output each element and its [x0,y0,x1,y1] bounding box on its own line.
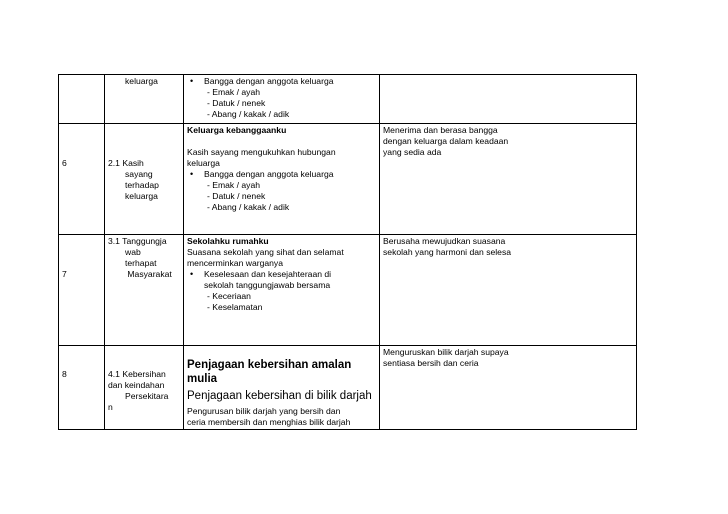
table-row [59,75,637,124]
week-cell [59,235,105,346]
topic-line: keluarga [125,191,158,201]
topic-cell [105,235,184,346]
content-sub: - Abang / kakak / adik [207,202,290,212]
topic-line: sayang [125,169,153,179]
content-sub: - Abang / kakak / adik [207,109,290,119]
outcome-line: sentiasa bersih dan ceria [383,358,479,368]
outcome-cell [380,124,637,235]
topic-line: n [108,402,113,412]
content-sub: - Keceriaan [207,291,251,301]
content-sub: - Emak / ayah [207,180,261,190]
table-row [59,235,637,346]
table-row [59,346,637,430]
topic-line: terhadap [125,180,159,190]
content-subtitle: Penjagaan kebersihan di bilik darjah [187,390,372,402]
content-bullet: • Keselesaan dan kesejahteraan di [187,269,376,280]
content-sub: - Keselamatan [207,302,263,312]
week-cell [59,124,105,235]
outcome-line: Menerima dan berasa bangga [383,125,498,135]
content-text: mencerminkan warganya [187,258,284,268]
table-row [59,124,637,235]
outcome-line: Menguruskan bilik darjah supaya [383,347,509,357]
outcome-line: yang sedia ada [383,147,442,157]
lesson-plan-table [58,74,637,430]
topic-cell [105,75,184,124]
topic-line: Persekitara [125,391,169,401]
outcome-line: sekolah yang harmoni dan selesa [383,247,512,257]
outcome-cell [380,235,637,346]
content-title: Penjagaan kebersihan amalan [187,359,352,371]
content-title: Sekolahku rumahku [187,236,269,246]
week-number: 6 [62,158,67,168]
content-bullet-cont: sekolah tanggungjawab bersama [204,280,331,290]
topic-line: keluarga [125,76,158,86]
topic-line: Masyarakat [125,269,172,279]
topic-line: 2.1 Kasih [108,158,144,168]
content-sub: - Datuk / nenek [207,98,266,108]
topic-cell [105,124,184,235]
topic-line: 4.1 Kebersihan [108,369,166,379]
topic-line: terhapat [125,258,157,268]
outcome-line: Berusaha mewujudkan suasana [383,236,506,246]
topic-cell [105,346,184,430]
content-text: Kasih sayang mengukuhkan hubungan [187,147,336,157]
topic-line: 3.1 Tanggungja [108,236,167,246]
week-number: 8 [62,369,67,379]
content-text: Suasana sekolah yang sihat dan selamat [187,247,344,257]
topic-line: wab [125,247,141,257]
outcome-cell [380,346,637,430]
outcome-cell [380,75,637,124]
content-text: keluarga [187,158,220,168]
content-sub: - Emak / ayah [207,87,261,97]
content-sub: - Datuk / nenek [207,191,266,201]
content-text: Pengurusan bilik darjah yang bersih dan [187,406,341,416]
content-cell [184,346,380,430]
content-cell [184,124,380,235]
content-cell [184,235,380,346]
week-cell [59,346,105,430]
content-cell [184,75,380,124]
content-bullet: • Bangga dengan anggota keluarga [187,169,376,180]
outcome-line: dengan keluarga dalam keadaan [383,136,509,146]
content-title: mulia [187,373,218,385]
content-title: Keluarga kebanggaanku [187,125,287,135]
content-text: ceria membersih dan menghias bilik darjah [187,417,351,427]
topic-line: dan keindahan [108,380,165,390]
week-number: 7 [62,269,67,279]
content-bullet: • Bangga dengan anggota keluarga [187,76,376,87]
week-cell [59,75,105,124]
